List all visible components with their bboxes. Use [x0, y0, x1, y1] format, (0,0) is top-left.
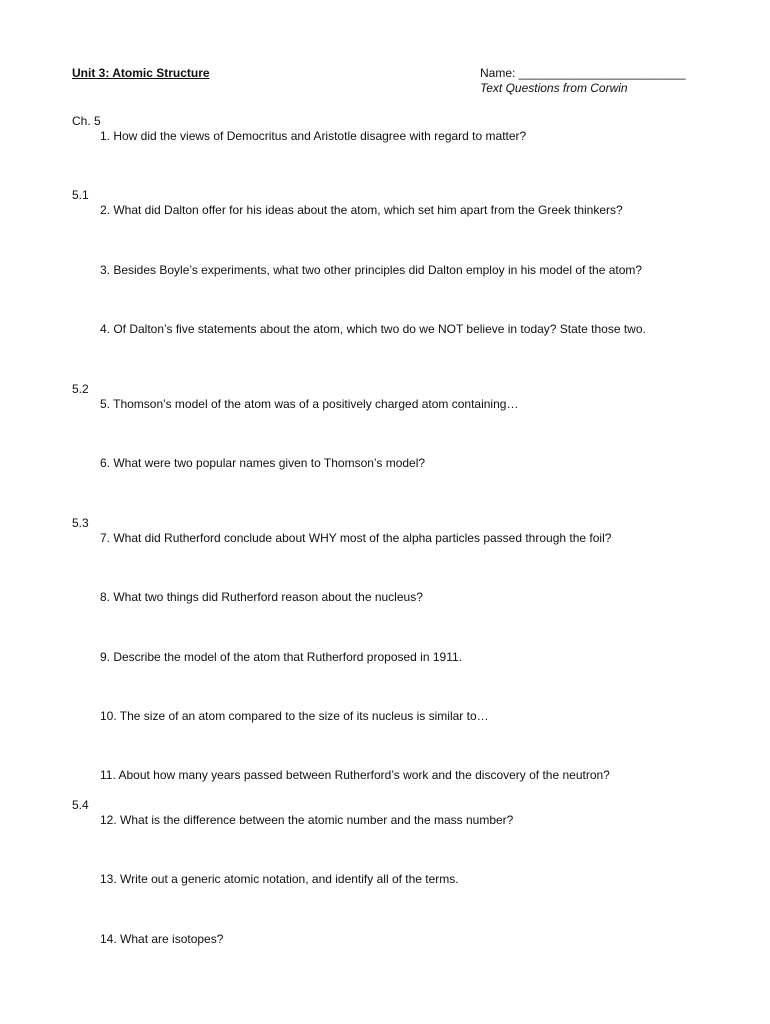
- question-item: 14. What are isotopes?: [100, 932, 224, 946]
- question-item: 4. Of Dalton’s five statements about the atom, which two do we NOT believe in today? State those two.: [100, 322, 646, 336]
- worksheet-title: Unit 3: Atomic Structure: [72, 66, 210, 80]
- worksheet-subtitle: Text Questions from Corwin: [480, 81, 628, 95]
- question-item: 3. Besides Boyle’s experiments, what two other principles did Dalton employ in his model of the atom?: [100, 263, 643, 277]
- section-heading: 5.1: [72, 188, 89, 202]
- section-heading: Ch. 5: [72, 114, 101, 128]
- section-heading: 5.4: [72, 798, 89, 812]
- question-item: 8. What two things did Rutherford reason about the nucleus?: [100, 590, 423, 604]
- question-item: 9. Describe the model of the atom that Rutherford proposed in 1911.: [100, 650, 462, 664]
- question-item: 10. The size of an atom compared to the size of its nucleus is similar to…: [100, 709, 489, 723]
- question-item: 2. What did Dalton offer for his ideas about the atom, which set him apart from the Greek thinkers?: [100, 203, 623, 217]
- question-item: 5. Thomson’s model of the atom was of a positively charged atom containing…: [100, 397, 519, 411]
- question-item: 6. What were two popular names given to Thomson’s model?: [100, 456, 426, 470]
- section-heading: 5.2: [72, 382, 89, 396]
- question-item: 1. How did the views of Democritus and Aristotle disagree with regard to matter?: [100, 129, 527, 143]
- question-item: 11. About how many years passed between Rutherford’s work and the discovery of the neutron?: [100, 768, 610, 782]
- question-item: 12. What is the difference between the atomic number and the mass number?: [100, 813, 514, 827]
- section-heading: 5.3: [72, 516, 89, 530]
- question-item: 13. Write out a generic atomic notation, and identify all of the terms.: [100, 872, 459, 886]
- name-field-line: Name: _________________________: [480, 66, 686, 80]
- question-item: 7. What did Rutherford conclude about WHY most of the alpha particles passed through the foil?: [100, 531, 612, 545]
